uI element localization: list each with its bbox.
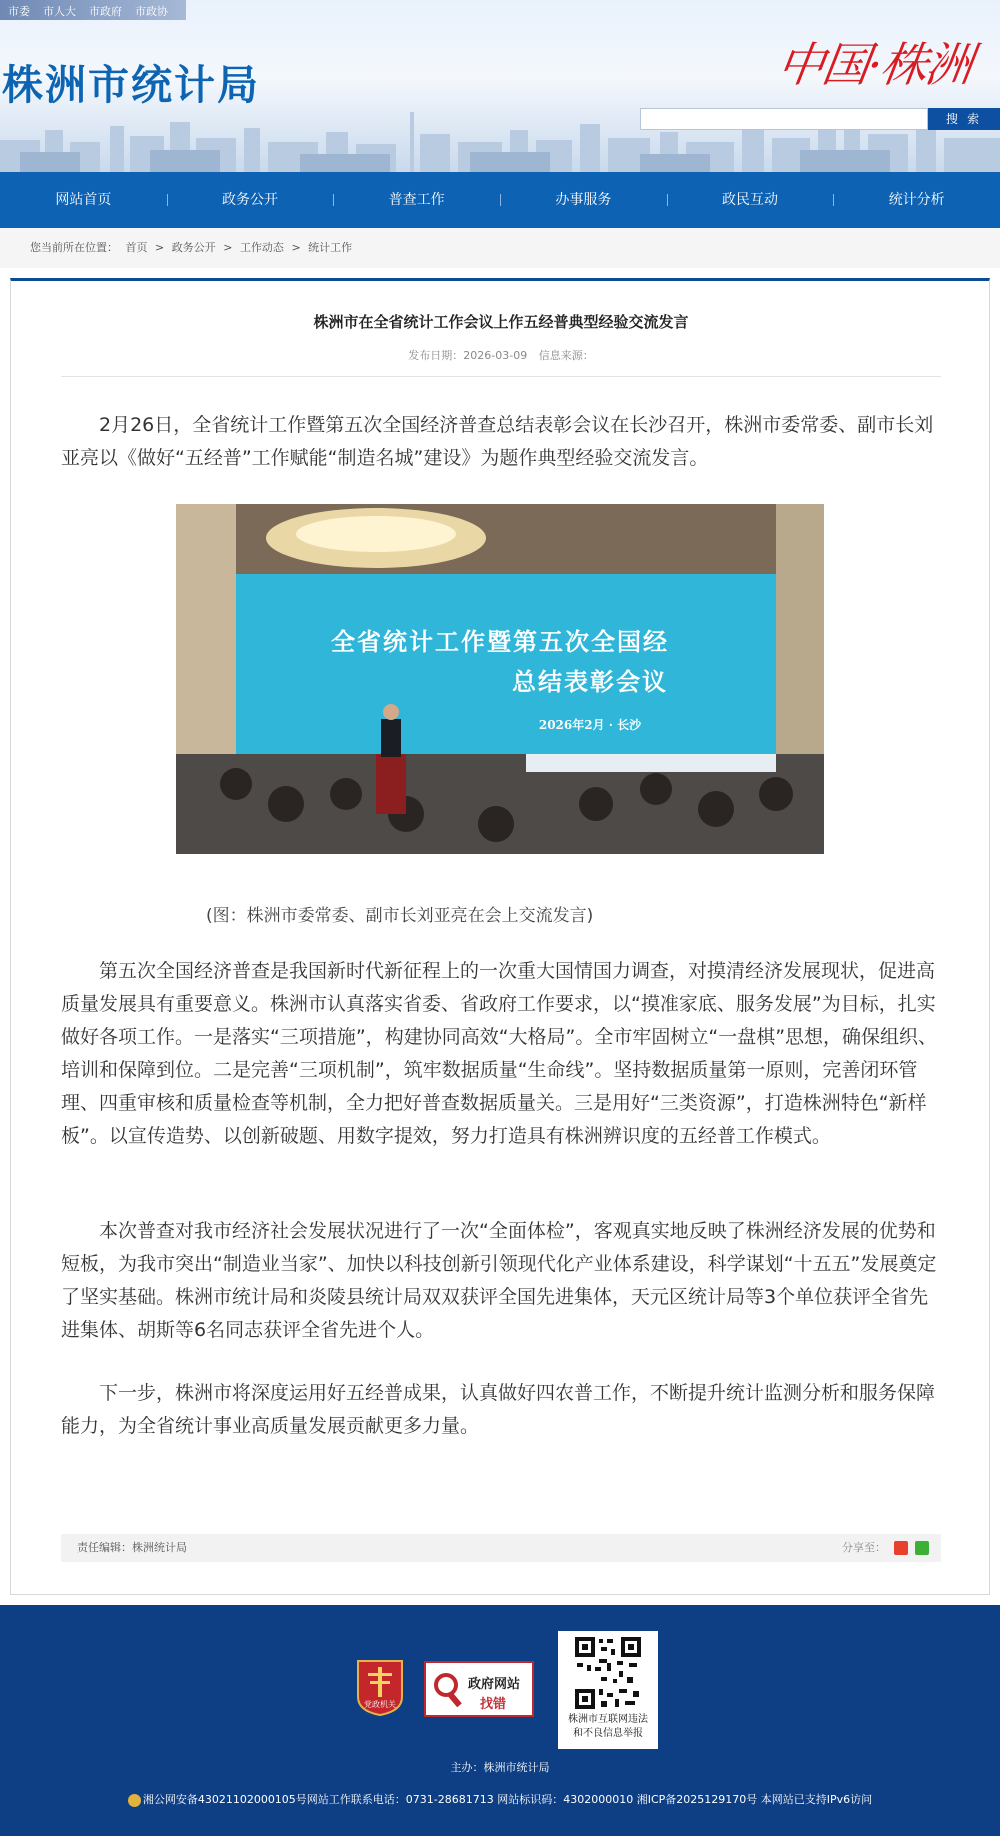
top-link-government[interactable]: 市政府 [89, 5, 122, 18]
editor-label: 责任编辑：株洲统计局 [77, 1541, 187, 1554]
gov-site-error-report-badge[interactable] [424, 1661, 534, 1717]
photo-caption: (图：株洲市委常委、副市长刘亚亮在会上交流发言) [206, 906, 594, 926]
article-meta [11, 347, 991, 363]
search-input[interactable] [640, 108, 928, 130]
city-logo: 中国·株洲 [773, 38, 975, 93]
nav-item-census[interactable]: 普查工作 [333, 172, 500, 228]
top-link-cppcc[interactable]: 市政协 [135, 5, 168, 18]
nav-item-interaction[interactable]: 政民互动 [667, 172, 834, 228]
article-date: 发布日期：2026-03-09 [408, 349, 528, 362]
breadcrumb-prefix: 您当前所在位置： [30, 241, 118, 254]
breadcrumb-sep: > [155, 241, 165, 254]
nav-item-services[interactable]: 办事服务 [500, 172, 667, 228]
site-header [0, 0, 1000, 172]
nav-item-analysis[interactable]: 统计分析 [833, 172, 1000, 228]
qr-label-line2: 和不良信息举报 [573, 1728, 643, 1739]
report-qr-box[interactable] [558, 1631, 658, 1749]
qr-code-icon [573, 1635, 643, 1711]
share-label: 分享至： [842, 1541, 886, 1554]
breadcrumb [0, 228, 1000, 268]
weibo-share-icon[interactable] [894, 1541, 908, 1555]
top-link-party[interactable]: 市委 [8, 5, 30, 18]
footer-host: 主办：株洲市统计局 [450, 1761, 550, 1774]
article-photo [176, 504, 824, 854]
photo-banner-line2: 总结表彰会议 [512, 667, 668, 696]
party-gov-badge-label: 党政机关 [364, 1700, 396, 1709]
search-button[interactable]: 搜 索 [928, 108, 1000, 130]
site-title[interactable]: 株洲市统计局 [2, 61, 260, 109]
breadcrumb-work-news[interactable]: 工作动态 [239, 241, 284, 254]
article-paragraph-1: 2月26日，全省统计工作暨第五次全国经济普查总结表彰会议在长沙召开，株洲市委常委、副市长刘亚亮以《做好“五经普”工作赋能“制造名城”建设》为题作典型经验交流发言。 [61, 414, 934, 469]
top-links-bar [0, 0, 186, 20]
photo-banner-line3: 2026年2月 · 长沙 [538, 718, 642, 732]
footer-info-text[interactable]: 湘公网安备43021102000105号网站工作联系电话：0731-28681713 网站标识码：4302000010 湘ICP备2025129170号 本网站已支持IPv6访问 [142, 1793, 873, 1806]
article-panel [10, 278, 990, 1595]
public-security-icon [128, 1794, 141, 1807]
editor-bar [61, 1534, 941, 1562]
breadcrumb-statistics-work[interactable]: 统计工作 [308, 241, 353, 254]
find-error-label: 找错 [480, 1697, 507, 1712]
gov-site-label: 政府网站 [468, 1677, 521, 1692]
nav-item-home[interactable]: 网站首页 [55, 192, 112, 208]
photo-banner-line1: 全省统计工作暨第五次全国经 [331, 627, 669, 656]
breadcrumb-sep: > [291, 241, 301, 254]
party-gov-badge[interactable] [354, 1657, 406, 1717]
main-nav [0, 172, 1000, 228]
article-paragraph-3: 本次普查对我市经济社会发展状况进行了一次“全面体检”，客观真实地反映了株洲经济发展的优势和短板，为我市突出“制造业当家”、加快以科技创新引领现代化产业体系建设，科学谋划“十五五”发展奠定了坚实基础。株洲市统计局和炎陵县统计局双双获评全国先进集体，天元区统计局等3个单位获评全省先进集体、胡斯等6名同志获评全省先进个人。 [61, 1220, 937, 1341]
article-source: 信息来源： [538, 349, 594, 362]
breadcrumb-home[interactable]: 首页 [125, 241, 148, 254]
nav-item-gov-affairs[interactable]: 政务公开 [167, 172, 334, 228]
wechat-share-icon[interactable] [915, 1541, 929, 1555]
footer-info-line [0, 1791, 1000, 1807]
magnifier-icon [432, 1671, 466, 1707]
qr-label-line1: 株洲市互联网违法 [568, 1714, 648, 1725]
article-paragraph-2: 第五次全国经济普查是我国新时代新征程上的一次重大国情国力调查，对摸清经济发展现状，促进高质量发展具有重要意义。株洲市认真落实省委、省政府工作要求，以“摸准家底、服务发展”为目标，扎实做好各项工作。一是落实“三项措施”，构建协同高效“大格局”。全市牢固树立“一盘棋”思想，确保组织、培训和保障到位。二是完善“三项机制”，筑牢数据质量“生命线”。坚持数据质量第一原则，完善闭环管理、四重审核和质量检查等机制，全力把好普查数据质量关。三是用好“三类资源”，打造株洲特色“新样板”。以宣传造势、以创新破题、用数字提效，努力打造具有株洲辨识度的五经普工作模式。 [61, 960, 938, 1147]
top-link-congress[interactable]: 市人大 [43, 5, 76, 18]
share-area [842, 1534, 929, 1562]
qr-label [558, 1713, 658, 1741]
breadcrumb-sep: > [223, 241, 233, 254]
article-title: 株洲市在全省统计工作会议上作五经普典型经验交流发言 [313, 313, 689, 331]
site-footer [0, 1605, 1000, 1836]
breadcrumb-gov-affairs[interactable]: 政务公开 [171, 241, 216, 254]
article-paragraph-4: 下一步，株洲市将深度运用好五经普成果，认真做好四农普工作，不断提升统计监测分析和服务保障能力，为全省统计事业高质量发展贡献更多力量。 [61, 1382, 936, 1437]
article-divider [61, 376, 941, 377]
